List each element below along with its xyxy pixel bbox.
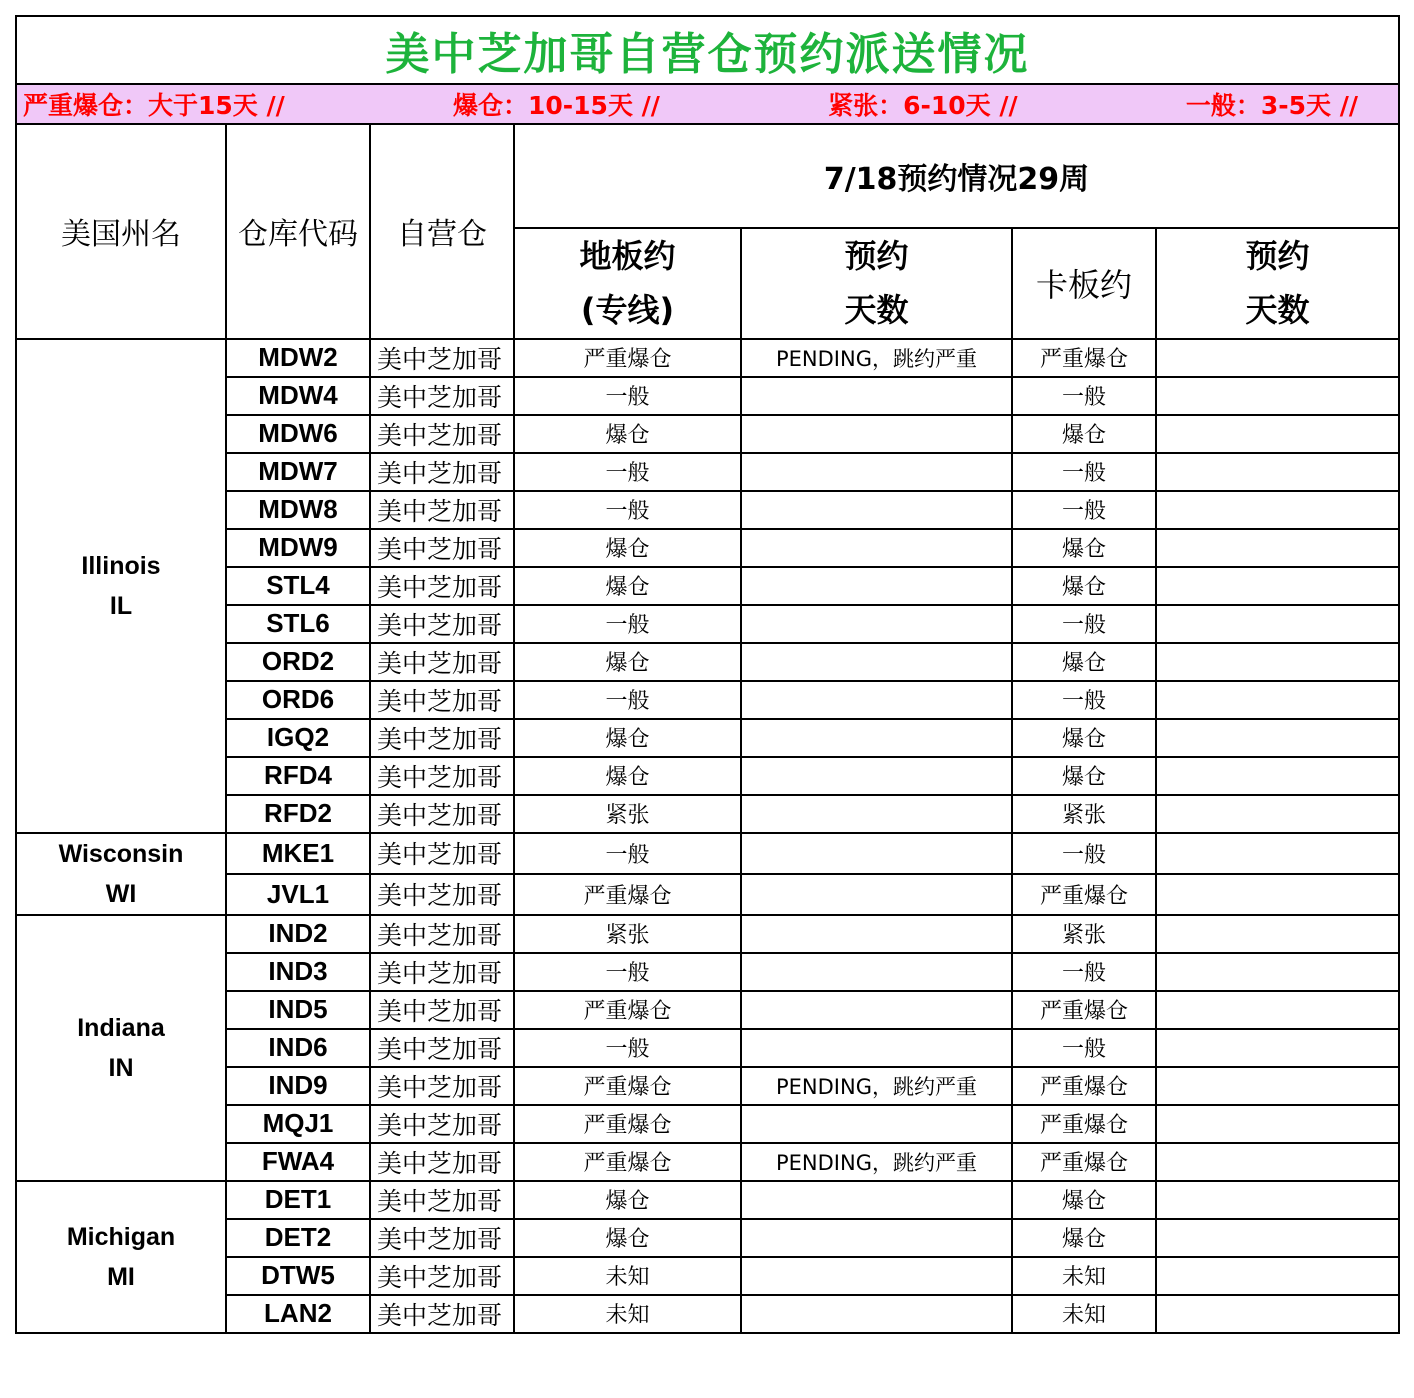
warehouse-code-cell: LAN2 <box>226 1295 370 1333</box>
state-name: Indiana <box>77 1013 165 1042</box>
floor-days-cell: PENDING，跳约严重 <box>741 339 1012 377</box>
card-days-cell <box>1156 1105 1399 1143</box>
card-status-cell: 爆仓 <box>1012 567 1156 605</box>
card-status-cell: 爆仓 <box>1012 1181 1156 1219</box>
card-days-cell <box>1156 1067 1399 1105</box>
warehouse-name-cell: 美中芝加哥 <box>370 1067 514 1105</box>
card-status-cell: 爆仓 <box>1012 415 1156 453</box>
warehouse-name-cell: 美中芝加哥 <box>370 339 514 377</box>
floor-days-cell <box>741 1257 1012 1295</box>
warehouse-code-cell: ORD2 <box>226 643 370 681</box>
card-days-cell <box>1156 1181 1399 1219</box>
warehouse-code-cell: IND6 <box>226 1029 370 1067</box>
warehouse-code-cell: DTW5 <box>226 1257 370 1295</box>
floor-status-cell: 一般 <box>514 377 741 415</box>
card-days-cell <box>1156 605 1399 643</box>
warehouse-code-cell: MDW4 <box>226 377 370 415</box>
legend-normal: 一般：3-5天 // <box>1185 91 1359 120</box>
floor-days-cell <box>741 567 1012 605</box>
state-name: Illinois <box>81 551 161 580</box>
header-state: 美国州名 <box>16 124 226 339</box>
card-status-cell: 紧张 <box>1012 795 1156 833</box>
floor-status-cell: 爆仓 <box>514 415 741 453</box>
card-status-cell: 未知 <box>1012 1257 1156 1295</box>
legend-row <box>16 84 1399 124</box>
warehouse-code-cell: MQJ1 <box>226 1105 370 1143</box>
warehouse-code-cell: JVL1 <box>226 874 370 915</box>
floor-status-cell: 一般 <box>514 833 741 874</box>
state-cell <box>16 915 226 1181</box>
warehouse-name-cell: 美中芝加哥 <box>370 719 514 757</box>
state-cell <box>16 339 226 833</box>
floor-status-cell: 爆仓 <box>514 529 741 567</box>
floor-status-cell: 紧张 <box>514 915 741 953</box>
card-days-cell <box>1156 1257 1399 1295</box>
floor-days-cell <box>741 529 1012 567</box>
card-days-cell <box>1156 953 1399 991</box>
state-cell <box>16 1181 226 1333</box>
warehouse-name-cell: 美中芝加哥 <box>370 605 514 643</box>
floor-days-cell: PENDING，跳约严重 <box>741 1067 1012 1105</box>
legend-severe: 严重爆仓：大于15天 // <box>23 91 285 120</box>
card-status-cell: 一般 <box>1012 377 1156 415</box>
floor-days-cell <box>741 1219 1012 1257</box>
table-row <box>16 1181 1399 1219</box>
table-row <box>16 833 1399 874</box>
floor-status-cell: 严重爆仓 <box>514 991 741 1029</box>
state-abbr: MI <box>107 1262 135 1291</box>
state-cell <box>16 833 226 915</box>
card-status-cell: 严重爆仓 <box>1012 1105 1156 1143</box>
header-floor-line2: (专线) <box>580 291 675 330</box>
card-days-cell <box>1156 874 1399 915</box>
card-status-cell: 一般 <box>1012 491 1156 529</box>
warehouse-code-cell: MDW7 <box>226 453 370 491</box>
state-abbr: WI <box>105 879 137 908</box>
warehouse-code-cell: IGQ2 <box>226 719 370 757</box>
warehouse-name-cell: 美中芝加哥 <box>370 1219 514 1257</box>
floor-status-cell: 一般 <box>514 953 741 991</box>
state-abbr: IN <box>108 1053 134 1082</box>
warehouse-name-cell: 美中芝加哥 <box>370 377 514 415</box>
warehouse-code-cell: IND5 <box>226 991 370 1029</box>
floor-days-cell <box>741 377 1012 415</box>
warehouse-code-cell: STL6 <box>226 605 370 643</box>
card-days-cell <box>1156 757 1399 795</box>
header-week: 7/18预约情况29周 <box>514 124 1399 228</box>
warehouse-code-cell: DET1 <box>226 1181 370 1219</box>
card-days-cell <box>1156 795 1399 833</box>
warehouse-name-cell: 美中芝加哥 <box>370 681 514 719</box>
card-status-cell: 爆仓 <box>1012 719 1156 757</box>
floor-status-cell: 爆仓 <box>514 1219 741 1257</box>
card-days-cell <box>1156 643 1399 681</box>
header-card-days <box>1156 228 1399 339</box>
floor-status-cell: 爆仓 <box>514 567 741 605</box>
floor-days-cell <box>741 643 1012 681</box>
card-days-cell <box>1156 567 1399 605</box>
card-status-cell: 一般 <box>1012 1029 1156 1067</box>
card-status-cell: 严重爆仓 <box>1012 874 1156 915</box>
card-status-cell: 未知 <box>1012 1295 1156 1333</box>
card-status-cell: 紧张 <box>1012 915 1156 953</box>
card-status-cell: 一般 <box>1012 453 1156 491</box>
floor-days-cell <box>741 953 1012 991</box>
warehouse-code-cell: RFD4 <box>226 757 370 795</box>
warehouse-code-cell: FWA4 <box>226 1143 370 1181</box>
card-status-cell: 一般 <box>1012 833 1156 874</box>
header-code: 仓库代码 <box>226 124 370 339</box>
card-days-cell <box>1156 915 1399 953</box>
warehouse-code-cell: RFD2 <box>226 795 370 833</box>
warehouse-name-cell: 美中芝加哥 <box>370 953 514 991</box>
floor-days-cell <box>741 1181 1012 1219</box>
card-status-cell: 严重爆仓 <box>1012 339 1156 377</box>
header-card-days-line1: 预约 <box>1245 237 1310 275</box>
floor-days-cell <box>741 991 1012 1029</box>
floor-status-cell: 爆仓 <box>514 719 741 757</box>
card-days-cell <box>1156 491 1399 529</box>
floor-status-cell: 一般 <box>514 453 741 491</box>
warehouse-name-cell: 美中芝加哥 <box>370 491 514 529</box>
floor-status-cell: 严重爆仓 <box>514 1105 741 1143</box>
header-floor-days <box>741 228 1012 339</box>
table-row <box>16 915 1399 953</box>
floor-days-cell <box>741 415 1012 453</box>
appointment-sheet <box>15 15 1400 1334</box>
card-days-cell <box>1156 377 1399 415</box>
floor-status-cell: 一般 <box>514 605 741 643</box>
floor-days-cell <box>741 795 1012 833</box>
card-status-cell: 爆仓 <box>1012 529 1156 567</box>
warehouse-code-cell: MDW6 <box>226 415 370 453</box>
warehouse-name-cell: 美中芝加哥 <box>370 915 514 953</box>
card-status-cell: 严重爆仓 <box>1012 1067 1156 1105</box>
card-status-cell: 一般 <box>1012 953 1156 991</box>
floor-days-cell <box>741 757 1012 795</box>
warehouse-code-cell: IND3 <box>226 953 370 991</box>
card-days-cell <box>1156 1029 1399 1067</box>
floor-status-cell: 爆仓 <box>514 643 741 681</box>
card-status-cell: 一般 <box>1012 681 1156 719</box>
header-floor-days-line2: 天数 <box>844 291 909 330</box>
floor-days-cell <box>741 1295 1012 1333</box>
state-name: Wisconsin <box>58 839 184 868</box>
warehouse-name-cell: 美中芝加哥 <box>370 415 514 453</box>
header-card-days-line2: 天数 <box>1245 291 1310 330</box>
warehouse-name-cell: 美中芝加哥 <box>370 795 514 833</box>
warehouse-name-cell: 美中芝加哥 <box>370 529 514 567</box>
floor-days-cell <box>741 681 1012 719</box>
floor-days-cell <box>741 833 1012 874</box>
card-days-cell <box>1156 833 1399 874</box>
card-status-cell: 爆仓 <box>1012 757 1156 795</box>
warehouse-name-cell: 美中芝加哥 <box>370 643 514 681</box>
legend-full: 爆仓：10-15天 // <box>452 91 660 120</box>
warehouse-name-cell: 美中芝加哥 <box>370 1105 514 1143</box>
warehouse-code-cell: STL4 <box>226 567 370 605</box>
card-days-cell <box>1156 1143 1399 1181</box>
card-days-cell <box>1156 719 1399 757</box>
card-days-cell <box>1156 1295 1399 1333</box>
sheet-title: 美中芝加哥自营仓预约派送情况 <box>16 16 1399 84</box>
state-name: Michigan <box>66 1222 176 1251</box>
floor-status-cell: 严重爆仓 <box>514 339 741 377</box>
floor-status-cell: 紧张 <box>514 795 741 833</box>
warehouse-name-cell: 美中芝加哥 <box>370 453 514 491</box>
warehouse-name-cell: 美中芝加哥 <box>370 1257 514 1295</box>
card-days-cell <box>1156 453 1399 491</box>
floor-status-cell: 一般 <box>514 491 741 529</box>
state-abbr: IL <box>109 591 133 620</box>
floor-status-cell: 爆仓 <box>514 1181 741 1219</box>
card-days-cell <box>1156 339 1399 377</box>
warehouse-code-cell: MDW9 <box>226 529 370 567</box>
floor-status-cell: 严重爆仓 <box>514 1067 741 1105</box>
card-days-cell <box>1156 991 1399 1029</box>
card-status-cell: 严重爆仓 <box>1012 991 1156 1029</box>
legend-tight: 紧张：6-10天 // <box>828 91 1018 120</box>
warehouse-code-cell: MDW8 <box>226 491 370 529</box>
warehouse-name-cell: 美中芝加哥 <box>370 991 514 1029</box>
warehouse-name-cell: 美中芝加哥 <box>370 874 514 915</box>
card-status-cell: 爆仓 <box>1012 643 1156 681</box>
warehouse-code-cell: IND9 <box>226 1067 370 1105</box>
card-days-cell <box>1156 1219 1399 1257</box>
warehouse-name-cell: 美中芝加哥 <box>370 833 514 874</box>
header-warehouse: 自营仓 <box>370 124 514 339</box>
floor-days-cell <box>741 719 1012 757</box>
floor-days-cell <box>741 453 1012 491</box>
floor-days-cell <box>741 605 1012 643</box>
warehouse-code-cell: MDW2 <box>226 339 370 377</box>
warehouse-code-cell: IND2 <box>226 915 370 953</box>
floor-status-cell: 未知 <box>514 1257 741 1295</box>
warehouse-name-cell: 美中芝加哥 <box>370 1029 514 1067</box>
warehouse-name-cell: 美中芝加哥 <box>370 1143 514 1181</box>
floor-status-cell: 爆仓 <box>514 757 741 795</box>
floor-days-cell <box>741 874 1012 915</box>
card-days-cell <box>1156 681 1399 719</box>
floor-days-cell <box>741 1029 1012 1067</box>
floor-status-cell: 严重爆仓 <box>514 874 741 915</box>
card-status-cell: 爆仓 <box>1012 1219 1156 1257</box>
warehouse-code-cell: DET2 <box>226 1219 370 1257</box>
warehouse-name-cell: 美中芝加哥 <box>370 567 514 605</box>
table-row <box>16 339 1399 377</box>
floor-status-cell: 一般 <box>514 1029 741 1067</box>
header-floor-days-line1: 预约 <box>844 237 909 275</box>
card-days-cell <box>1156 415 1399 453</box>
header-card: 卡板约 <box>1012 228 1156 339</box>
header-floor-line1: 地板约 <box>579 237 676 275</box>
floor-days-cell <box>741 915 1012 953</box>
card-status-cell: 严重爆仓 <box>1012 1143 1156 1181</box>
warehouse-name-cell: 美中芝加哥 <box>370 757 514 795</box>
floor-days-cell <box>741 1105 1012 1143</box>
warehouse-name-cell: 美中芝加哥 <box>370 1181 514 1219</box>
warehouse-code-cell: MKE1 <box>226 833 370 874</box>
header-floor <box>514 228 741 339</box>
floor-days-cell <box>741 491 1012 529</box>
floor-status-cell: 严重爆仓 <box>514 1143 741 1181</box>
floor-days-cell: PENDING，跳约严重 <box>741 1143 1012 1181</box>
warehouse-code-cell: ORD6 <box>226 681 370 719</box>
warehouse-name-cell: 美中芝加哥 <box>370 1295 514 1333</box>
floor-status-cell: 未知 <box>514 1295 741 1333</box>
floor-status-cell: 一般 <box>514 681 741 719</box>
card-status-cell: 一般 <box>1012 605 1156 643</box>
card-days-cell <box>1156 529 1399 567</box>
